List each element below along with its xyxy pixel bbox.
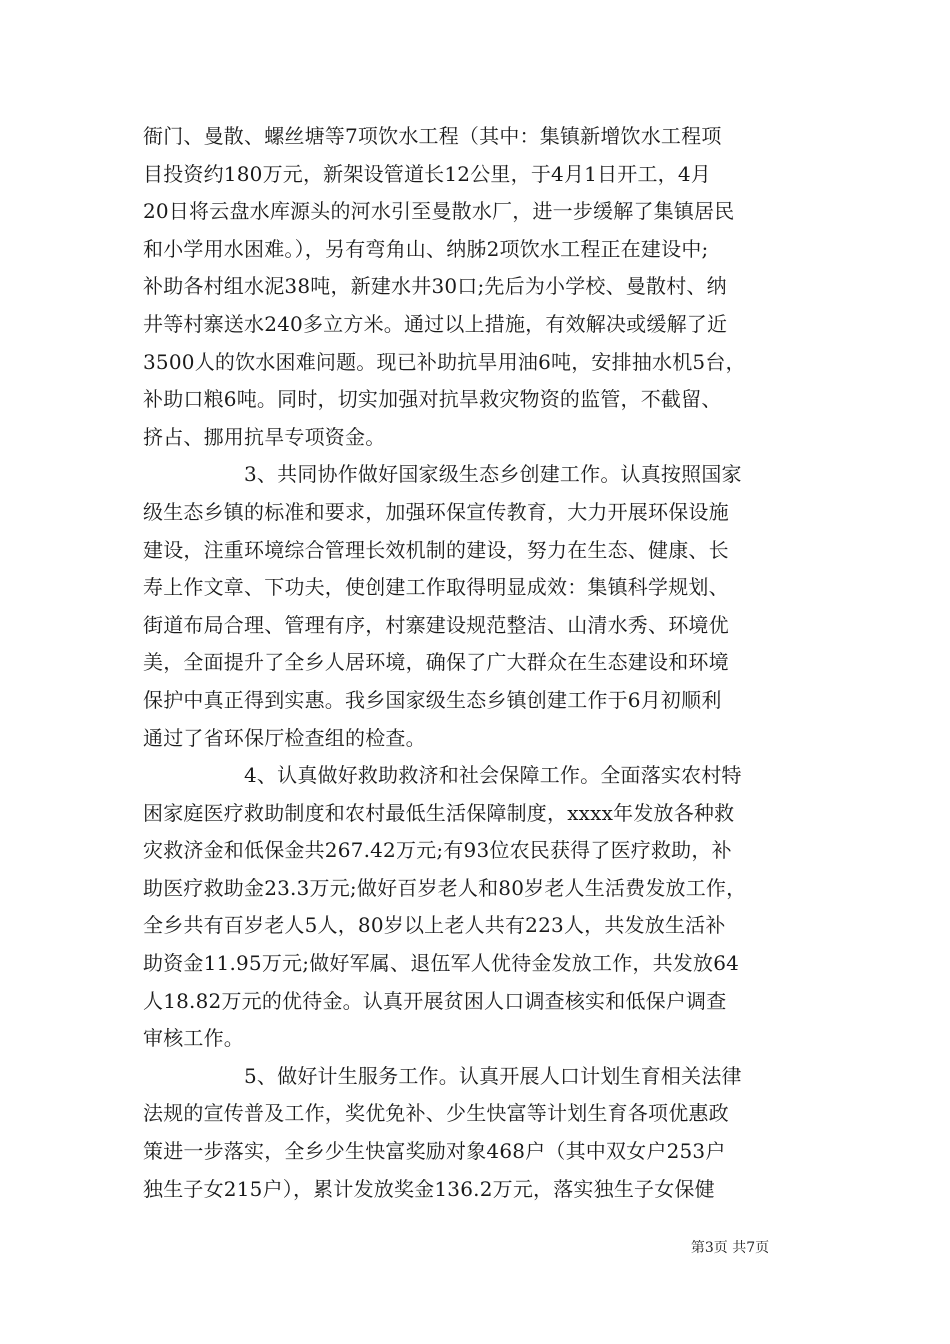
text-line: 补助各村组水泥38吨，新建水井30口;先后为小学校、曼散村、纳 [143, 274, 727, 299]
text-line: 3500人的饮水困难问题。现已补助抗旱用油6吨，安排抽水机5台， [143, 349, 746, 374]
text-line: 美，全面提升了全乡人居环境，确保了广大群众在生态建设和环境 [143, 650, 729, 675]
text-line: 通过了省环保厅检查组的检查。 [143, 725, 426, 750]
paragraph-start: 5、做好计生服务工作。认真开展人口计划生育相关法律 [143, 1063, 742, 1088]
text-line: 建设，注重环境综合管理长效机制的建设，努力在生态、健康、长 [143, 537, 729, 562]
text-line: 保护中真正得到实惠。我乡国家级生态乡镇创建工作于6月初顺利 [143, 687, 722, 712]
text-line: 目投资约180万元，新架设管道长12公里，于4月1日开工，4月 [143, 161, 711, 186]
text-line: 20日将云盘水库源头的河水引至曼散水厂，进一步缓解了集镇居民 [143, 199, 735, 224]
text-line: 寿上作文章、下功夫，使创建工作取得明显成效：集镇科学规划、 [143, 575, 729, 600]
text-line: 助资金11.95万元;做好军属、退伍军人优待金发放工作，共发放64 [143, 951, 740, 976]
page-number: 第3页 共7页 [690, 1240, 770, 1256]
text-line: 审核工作。 [143, 1026, 244, 1051]
paragraph-start: 3、共同协作做好国家级生态乡创建工作。认真按照国家 [143, 462, 742, 487]
body-text [143, 118, 813, 1208]
text-line: 灾救济金和低保金共267.42万元;有93位农民获得了医疗救助，补 [143, 838, 732, 863]
text-line: 衙门、曼散、螺丝塘等7项饮水工程（其中：集镇新增饮水工程项 [143, 124, 722, 148]
text-line: 独生子女215户），累计发放奖金136.2万元，落实独生子女保健 [143, 1176, 715, 1201]
text-line: 助医疗救助金23.3万元;做好百岁老人和80岁老人生活费发放工作， [143, 875, 747, 900]
text-line: 挤占、挪用抗旱专项资金。 [143, 424, 386, 449]
paragraph-start: 4、认真做好救助救济和社会保障工作。全面落实农村特 [143, 763, 742, 788]
text-line: 级生态乡镇的标准和要求，加强环保宣传教育，大力开展环保设施 [143, 499, 729, 524]
text-line: 街道布局合理、管理有序，村寨建设规范整洁、山清水秀、环境优 [143, 612, 729, 637]
page-footer [0, 1237, 950, 1257]
text-line: 法规的宣传普及工作，奖优免补、少生快富等计划生育各项优惠政 [143, 1101, 729, 1126]
text-line: 和小学用水困难。），另有弯角山、纳胏2项饮水工程正在建设中; [143, 236, 709, 261]
text-line: 策进一步落实，全乡少生快富奖励对象468户（其中双女户253户 [143, 1139, 726, 1164]
text-line: 人18.82万元的优待金。认真开展贫困人口调查核实和低保户调查 [143, 988, 727, 1013]
text-line: 全乡共有百岁老人5人，80岁以上老人共有223人，共发放生活补 [143, 913, 726, 938]
text-line: 困家庭医疗救助制度和农村最低生活保障制度，xxxx年发放各种救 [143, 800, 735, 825]
text-line: 井等村寨送水240多立方米。通过以上措施，有效解决或缓解了近 [143, 311, 728, 336]
text-line: 补助口粮6吨。同时，切实加强对抗旱救灾物资的监管，不截留、 [143, 387, 722, 412]
